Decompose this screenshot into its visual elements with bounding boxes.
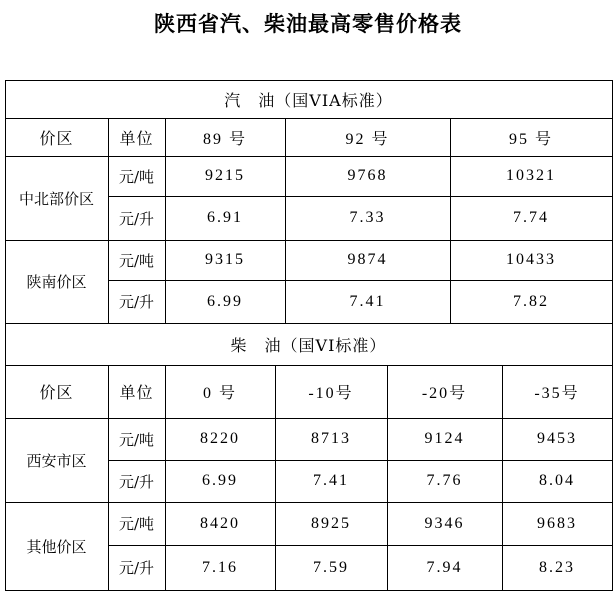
table-border [612, 323, 613, 591]
price-cell: 6.99 [202, 472, 238, 489]
price-cell: 9124 [424, 430, 465, 447]
price-cell: 9346 [424, 514, 465, 532]
unit-label: 元/升 [118, 559, 155, 577]
price-cell: 7.41 [349, 292, 386, 310]
price-cell: 8.04 [539, 472, 575, 489]
unit-label: 元/升 [118, 472, 155, 491]
column-header-unit: 单位 [119, 383, 154, 402]
diesel-section-title: 柴 油（国VI标准） [230, 335, 387, 355]
price-cell: 7.74 [513, 209, 549, 226]
table-border [5, 590, 613, 591]
region-label: 西安市区 [26, 451, 87, 470]
column-header-unit: 单位 [119, 128, 154, 148]
table-border [612, 80, 613, 324]
column-header-grade: -10号 [308, 385, 354, 402]
region-label: 其他价区 [26, 537, 87, 556]
price-cell: 8.23 [539, 558, 575, 576]
column-header-region: 价区 [39, 383, 74, 402]
column-header-grade: -35号 [534, 385, 580, 402]
price-cell: 7.33 [349, 209, 386, 226]
price-cell: 9453 [537, 430, 577, 447]
price-cell: 7.41 [313, 472, 349, 489]
unit-label: 元/吨 [118, 167, 155, 186]
price-cell: 10321 [506, 167, 556, 184]
unit-label: 元/升 [118, 293, 155, 311]
unit-label: 元/吨 [118, 430, 155, 449]
price-cell: 8420 [200, 514, 240, 532]
price-cell: 6.91 [207, 209, 243, 226]
page-title: 陕西省汽、柴油最高零售价格表 [154, 11, 462, 36]
price-cell: 10433 [506, 251, 556, 268]
price-cell: 9315 [205, 251, 245, 268]
region-label: 陕南价区 [26, 273, 87, 291]
column-header-grade: 92 号 [345, 130, 390, 148]
price-cell: 8713 [311, 430, 351, 447]
price-cell: 7.76 [426, 472, 463, 489]
price-cell: 9768 [347, 167, 388, 184]
unit-label: 元/吨 [118, 515, 155, 533]
price-cell: 8925 [311, 514, 351, 532]
price-cell: 7.82 [513, 292, 549, 310]
price-cell: 9874 [347, 251, 388, 268]
column-header-grade: 0 号 [202, 385, 237, 402]
price-cell: 9215 [205, 167, 245, 184]
gasoline-section-title: 汽 油（国VIA标准） [224, 90, 393, 110]
price-cell: 6.99 [207, 292, 243, 310]
column-header-grade: 89 号 [202, 130, 247, 148]
price-cell: 7.59 [313, 558, 349, 576]
region-label: 中北部价区 [18, 189, 94, 208]
unit-label: 元/升 [118, 209, 155, 228]
price-cell: 7.94 [426, 558, 463, 576]
price-cell: 9683 [537, 514, 577, 532]
column-header-grade: -20号 [421, 385, 468, 402]
price-cell: 8220 [200, 430, 240, 447]
unit-label: 元/吨 [118, 251, 155, 270]
column-header-grade: 95 号 [508, 130, 553, 148]
price-cell: 7.16 [202, 558, 238, 576]
column-header-region: 价区 [39, 128, 74, 148]
